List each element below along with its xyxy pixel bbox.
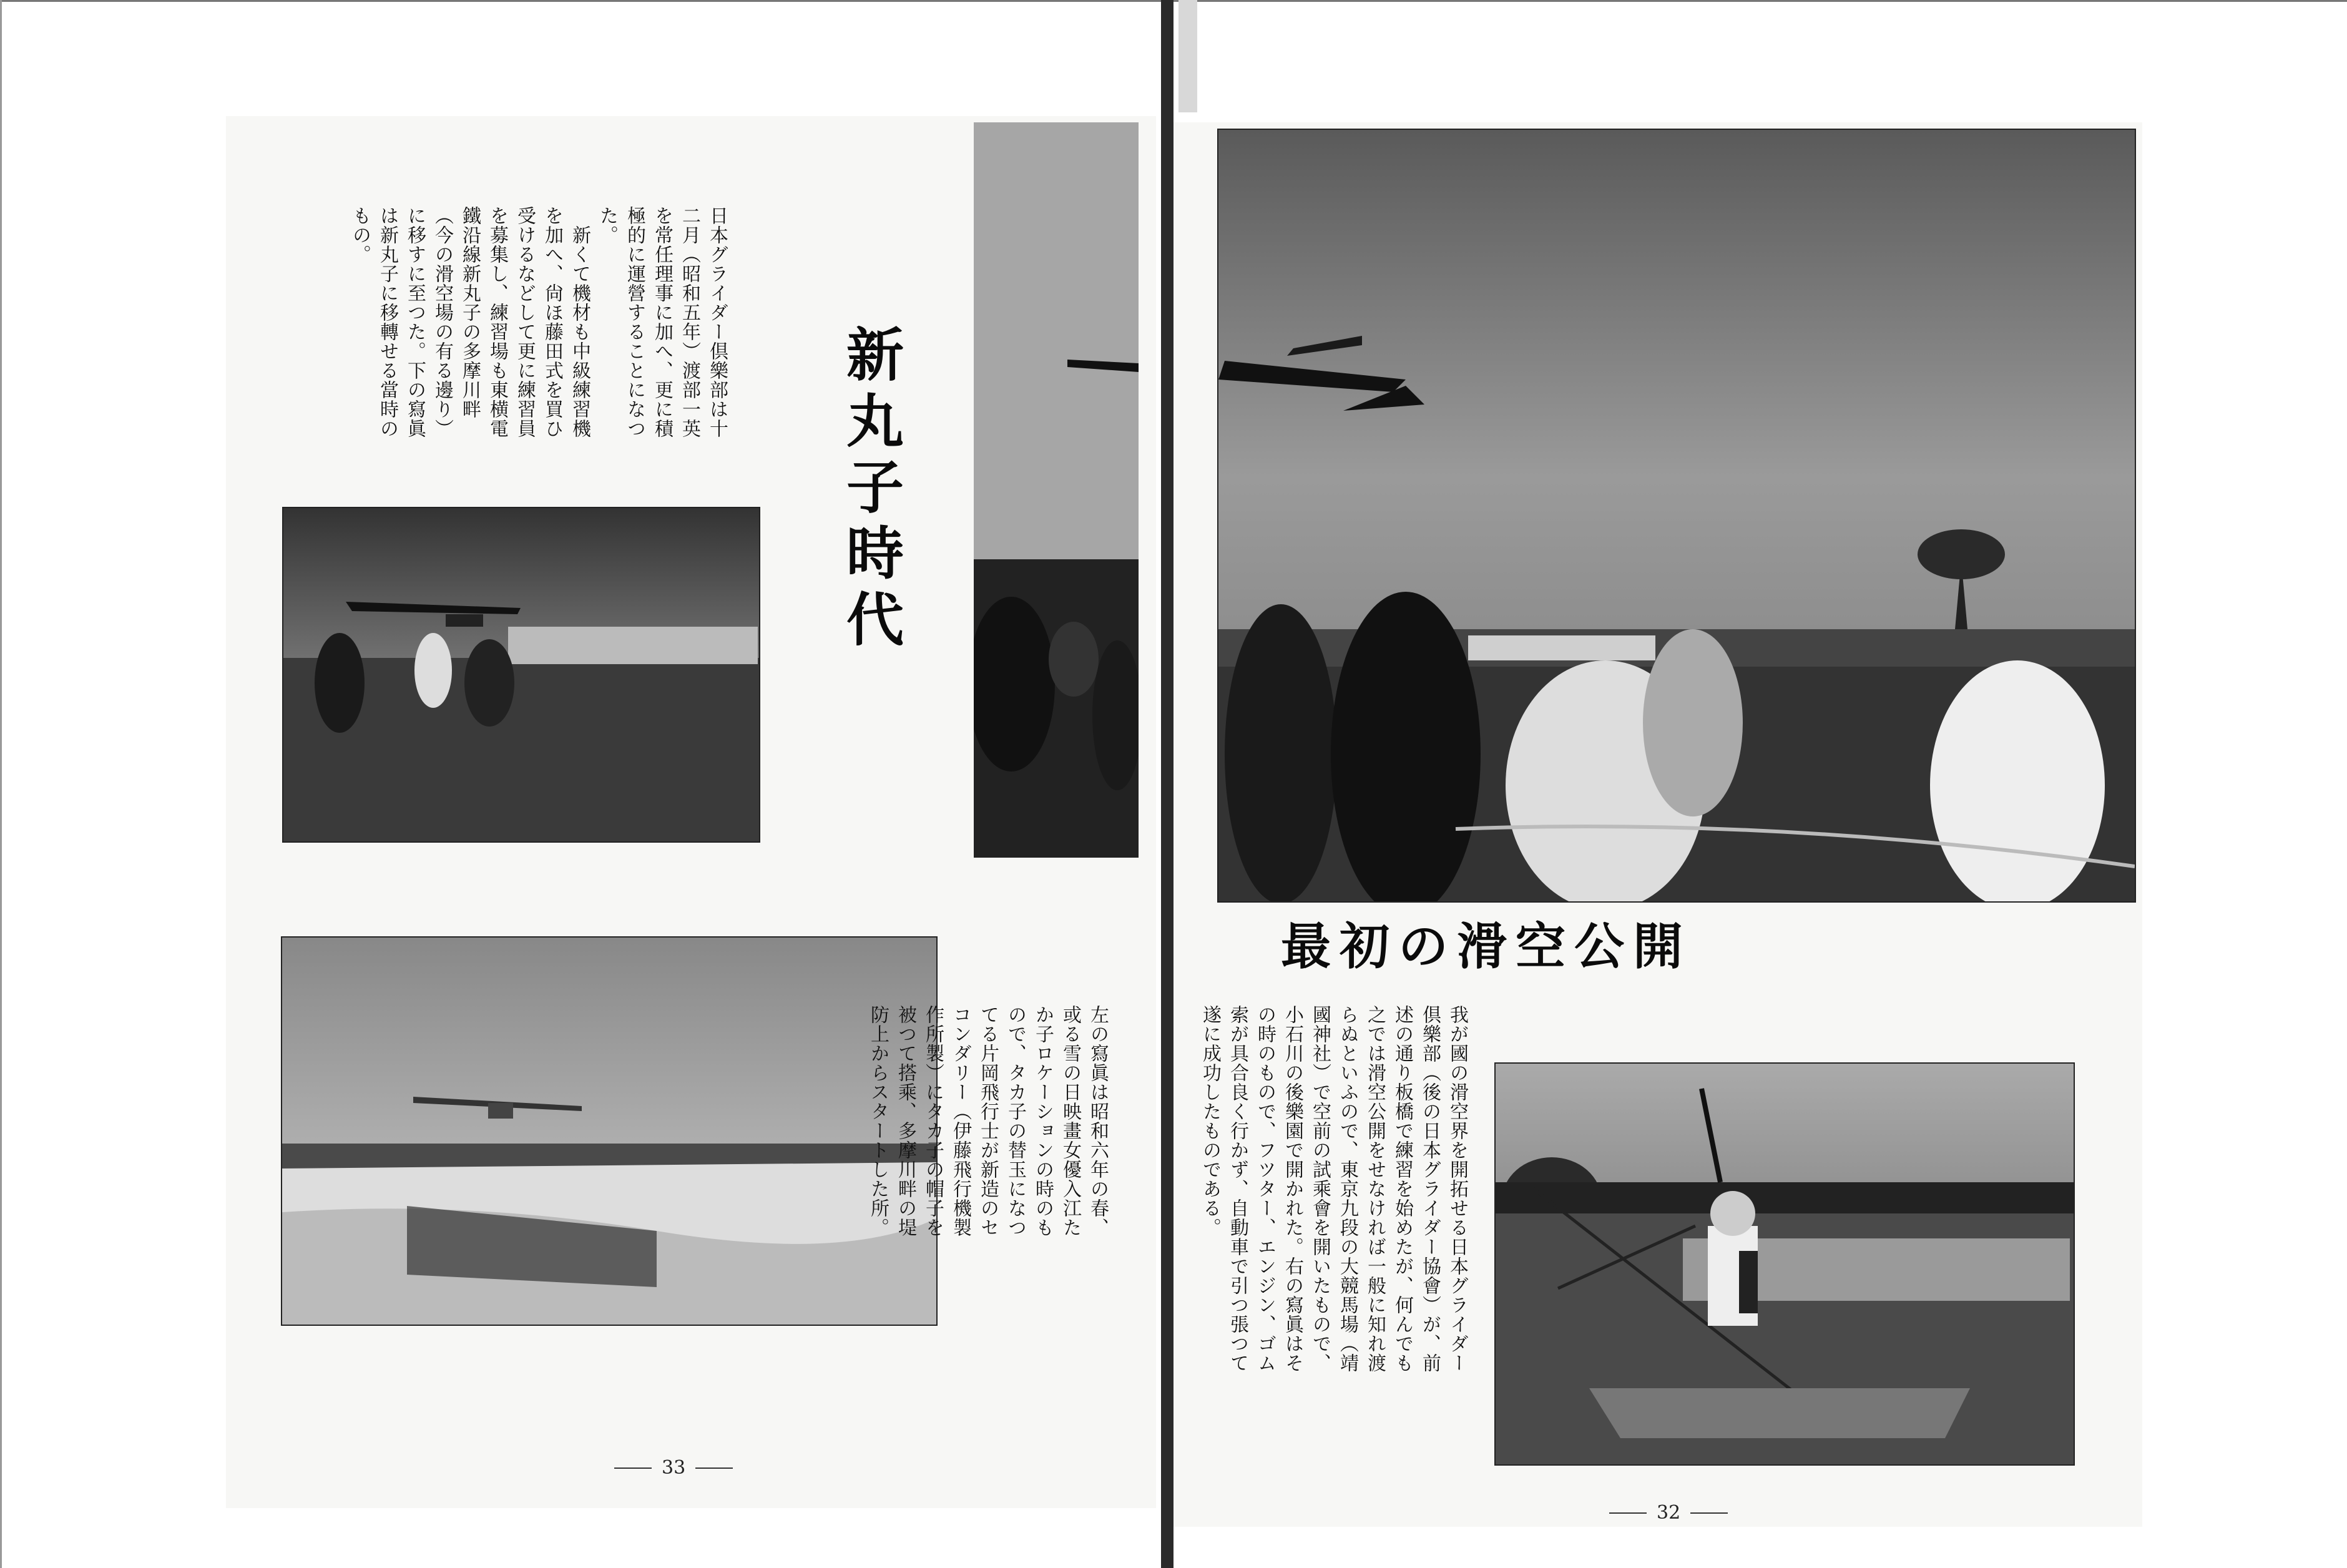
crowd-launch-strip-photo [974,122,1139,858]
snow-photo-caption-text: 左の寫眞は昭和六年の春、或る雪の日映畫女優入江たか子ロケーションの時のもので、タカ子の替玉になつてる片岡飛行士が新造のセコンダリー（伊藤飛行機製作所製）にタカ子の帽子を被つて搭乘、多摩川畔の堤防上からスタートした所。 [867,1005,1109,1237]
spine-shadow [1178,0,1197,112]
scan-left-edge [0,0,2,1568]
snow-embankment-glider-photo [281,936,938,1326]
first-public-glide-text: 我が國の滑空界を開拓せる日本グライダー倶樂部（後の日本グライダー協會）が、前述の通り板橋で練習を始めたが、何んでも之では滑空公開をせなければ一般に知れ渡らぬといふので、東京九段の大競馬場（靖國神社）で空前の試乘會を開いたもので、小石川の後樂園で開かれた。右の寫眞はその時のもので、フツター、エンジン、ゴム索が具合良く行かず、自動車で引つ張つて遂に成功したものである。 [1199,1005,1468,1373]
new-maruko-intro-text: 日本グライダー倶樂部は十二月（昭和五年）渡部一英を常任理事に加へ、更に積極的に運營することになつた。 新くて機材も中級練習機を加へ、尙ほ藤田式を買ひ受けるなどして更に練習員を募集し、練習場も東横電鐵沿線新丸子の多摩川畔（今の滑空場の有る邊り）に移すに至つた。下の寫眞は新丸子に移轉せる當時のもの。 [349,206,728,438]
page-number-33: 33 [614,1457,733,1479]
new-maruko-launch-photo [282,507,760,843]
first-public-glide-title: 最初の滑空公開 [1281,918,1692,976]
scan-top-edge [0,0,2347,2]
pilot-in-glider-photo [1494,1062,2075,1466]
first-public-glide-photo [1217,129,2136,903]
new-maruko-title: 新丸子時代 [837,325,904,655]
book-spine [1161,0,1174,1568]
page-number-32: 32 [1609,1502,1728,1524]
